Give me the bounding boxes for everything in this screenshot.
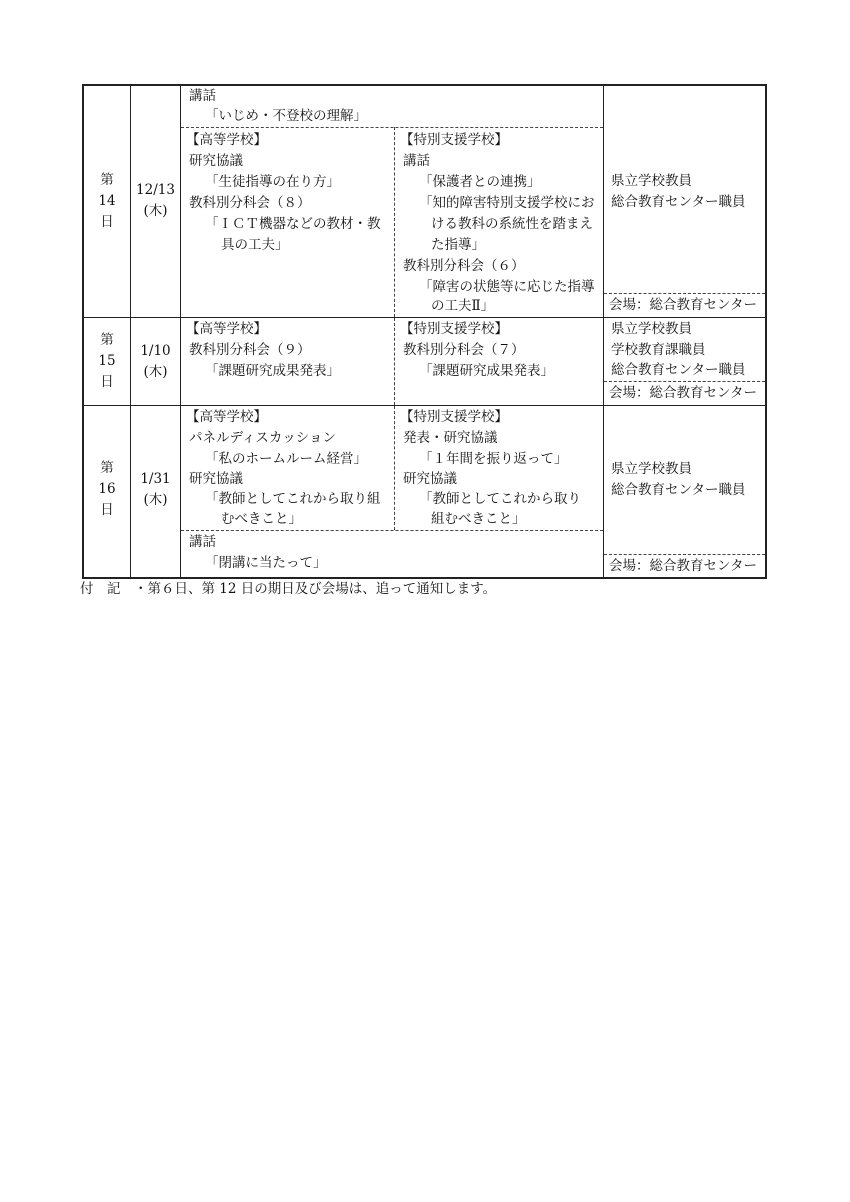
participant: 総合教育センター職員: [611, 482, 746, 498]
special-school-line: 発表・研究協議: [403, 430, 498, 446]
divider-before-participants-column: [603, 84, 604, 579]
special-school-line: 組むべきこと」: [431, 511, 526, 527]
high-school-header: 【高等学校】: [186, 409, 267, 425]
participant: 県立学校教員: [611, 321, 692, 337]
date: 1/10: [140, 343, 171, 359]
date: 12/13: [136, 182, 175, 198]
high-school-line: 研究協議: [189, 153, 243, 169]
participant: 総合教育センター職員: [611, 194, 746, 210]
divider-after-date-column: [180, 84, 181, 579]
high-school-line: むべきこと」: [221, 511, 302, 527]
high-school-line: 「私のホームルーム経営」: [205, 451, 367, 467]
special-school-line: 「障害の状態等に応じた指導: [419, 279, 595, 295]
special-school-line: 教科別分科会（７）: [403, 342, 525, 358]
special-school-line: 講話: [403, 153, 430, 169]
special-school-line: 「課題研究成果発表」: [419, 363, 554, 379]
high-school-header: 【高等学校】: [186, 132, 267, 148]
high-school-line: 「課題研究成果発表」: [205, 363, 340, 379]
special-school-line: 「１年間を振り返って」: [419, 451, 568, 467]
special-school-line: 「教師としてこれから取り: [419, 491, 581, 507]
high-school-line: 「教師としてこれから取り組: [205, 491, 381, 507]
weekday: (木): [143, 203, 168, 219]
lecture-title: 講話: [189, 88, 216, 104]
dashed-divider-r2-columns: [394, 318, 395, 405]
lecture-line: 「閉講に当たって」: [205, 555, 327, 571]
weekday: (木): [143, 364, 168, 380]
dashed-divider-r3-venue: [604, 554, 765, 555]
high-school-line: 教科別分科会（９）: [189, 342, 311, 358]
lecture-title: 講話: [189, 534, 216, 550]
date-cell: [131, 469, 180, 511]
participant: 学校教育課職員: [611, 342, 706, 358]
table-border-right: [765, 84, 767, 579]
date: 1/31: [140, 471, 171, 487]
date-cell: [131, 180, 180, 222]
venue: 会場：総合教育センター: [609, 297, 757, 313]
day-label: 第 14 日: [98, 172, 116, 230]
day-label: 第 15 日: [98, 332, 116, 390]
participant: 県立学校教員: [611, 461, 692, 477]
lecture-line: 「いじめ・不登校の理解」: [205, 108, 367, 124]
special-school-line: た指導」: [431, 237, 485, 253]
special-school-line: 研究協議: [403, 471, 457, 487]
row-divider-1: [82, 317, 767, 318]
dashed-divider-r3-columns: [394, 406, 395, 530]
high-school-header: 【高等学校】: [186, 321, 267, 337]
special-school-line: ける教科の系統性を踏まえ: [431, 216, 593, 232]
participant: 県立学校教員: [611, 173, 692, 189]
date-cell: [131, 341, 180, 383]
high-school-line: パネルディスカッション: [189, 430, 337, 446]
special-school-line: の工夫Ⅱ」: [431, 298, 495, 314]
high-school-line: 具の工夫」: [221, 237, 289, 253]
high-school-line: 教科別分科会（８）: [189, 195, 311, 211]
special-school-line: 教科別分科会（６）: [403, 258, 525, 274]
special-school-line: 「知的障害特別支援学校にお: [419, 195, 595, 211]
row-divider-2: [82, 405, 767, 406]
venue: 会場：総合教育センター: [609, 385, 757, 401]
footnote-label: 付 記: [80, 581, 121, 597]
dashed-divider-r1-venue: [604, 293, 765, 294]
high-school-line: 研究協議: [189, 471, 243, 487]
table-border-top: [82, 84, 767, 86]
special-school-header: 【特別支援学校】: [400, 321, 508, 337]
footnote-text: ・第６日、第 12 日の期日及び会場は、追って通知します。: [134, 581, 497, 597]
day-label: 第 16 日: [98, 460, 116, 518]
participant: 総合教育センター職員: [611, 362, 746, 378]
special-school-header: 【特別支援学校】: [400, 409, 508, 425]
special-school-line: 「保護者との連携」: [419, 174, 541, 190]
high-school-line: 「ＩＣＴ機器などの教材・教: [205, 216, 381, 232]
venue: 会場：総合教育センター: [609, 558, 757, 574]
high-school-line: 「生徒指導の在り方」: [205, 174, 340, 190]
dashed-divider-r1-columns: [394, 127, 395, 317]
weekday: (木): [143, 492, 168, 508]
special-school-header: 【特別支援学校】: [400, 132, 508, 148]
